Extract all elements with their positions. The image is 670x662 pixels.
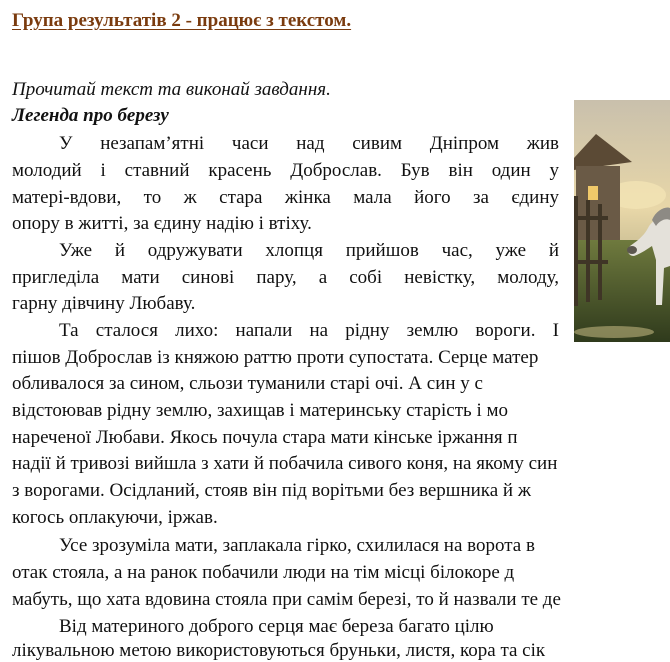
task-instruction: Прочитай текст та виконай завдання.: [12, 79, 331, 100]
section-heading: Група результатів 2 - працює з текстом.: [12, 10, 352, 31]
text-line: надії й тривозі вийшла з хати й побачила сивого коня, на якому син: [12, 453, 558, 474]
text-line: гарну дівчину Любаву.: [12, 293, 196, 314]
text-line: обливалося за сином, сльози туманили старі очі. А син у с: [12, 373, 483, 394]
text-line: пішов Доброслав із княжою раттю проти супостата. Серце матер: [12, 347, 539, 368]
text-line: мабуть, що хата вдовина стояла при самім березі, то й назвали те де: [12, 589, 561, 610]
story-title: Легенда про березу: [12, 105, 169, 126]
text-line: Від материного доброго серця має береза багато цілю: [59, 616, 494, 637]
text-line: з ворогами. Осідланий, стояв він під ворітьми без вершника й ж: [12, 480, 531, 501]
village-horse-photo-icon: [574, 100, 670, 342]
text-line: когось оплакуючи, іржав.: [12, 507, 218, 528]
text-line: пригледіла мати синові пару, а собі невістку, молоду,: [12, 267, 559, 288]
text-line: Усе зрозуміла мати, заплакала гірко, схилилася на ворота в: [59, 535, 535, 556]
text-line: матері-вдови, то ж стара жінка мала його за єдину: [12, 187, 559, 208]
text-line: лікувальною метою використовуються бруньки, листя, кора та сік: [12, 640, 546, 661]
text-line: відстоював рідну землю, захищав і материнську старість і мо: [12, 400, 508, 421]
text-line: молодий і ставний красень Доброслав. Був він один у: [12, 160, 559, 181]
text-line: опору в житті, за єдину надію і втіху.: [12, 213, 312, 234]
text-line: отак стояла, а на ранок побачили люди на тім місці білокоре д: [12, 562, 515, 583]
text-line: Уже й одружувати хлопця прийшов час, уже й: [59, 240, 559, 261]
text-line: нареченої Любави. Якось почула стара мати кінське іржання п: [12, 427, 518, 448]
text-line: У незапам’ятні часи над сивим Дніпром жив: [59, 133, 559, 154]
text-line: Та сталося лихо: напали на рідну землю вороги. І: [59, 320, 559, 341]
